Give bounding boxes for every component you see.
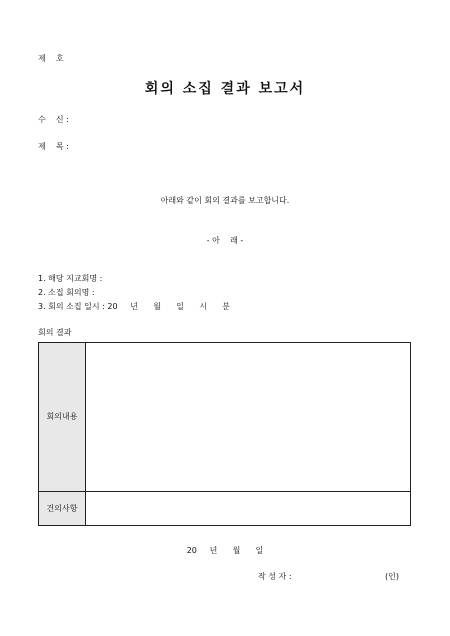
below-marker: - 아 래 - — [206, 236, 244, 245]
intro-text: 아래와 같이 회의 결과를 보고합니다. — [160, 196, 290, 205]
document-number-label: 제 호 — [38, 54, 64, 63]
suggestions-cell[interactable] — [86, 491, 411, 525]
results-table — [38, 342, 411, 526]
report-date: 20 년 월 일 — [186, 546, 264, 555]
table-row — [39, 491, 411, 525]
item-meeting-name: 2. 소집 회의명 : — [38, 288, 95, 297]
seal-mark: (인) — [385, 572, 399, 581]
meeting-content-label: 회의내용 — [39, 343, 86, 492]
item-meeting-datetime: 3. 회의 소집 일시 : 20 년 월 일 시 분 — [38, 302, 230, 311]
table-row — [39, 343, 411, 492]
results-section-title: 회의 결과 — [38, 328, 72, 337]
writer-label: 작 성 자 : — [258, 572, 292, 581]
page-title: 회의 소집 결과 보고서 — [144, 81, 306, 97]
suggestions-label: 건의사항 — [39, 491, 86, 525]
meeting-content-cell[interactable] — [86, 343, 411, 492]
recipient-label: 수 신 : — [38, 115, 69, 124]
subject-label: 제 목 : — [38, 142, 69, 151]
item-branch-name: 1. 해당 지교회명 : — [38, 274, 103, 283]
